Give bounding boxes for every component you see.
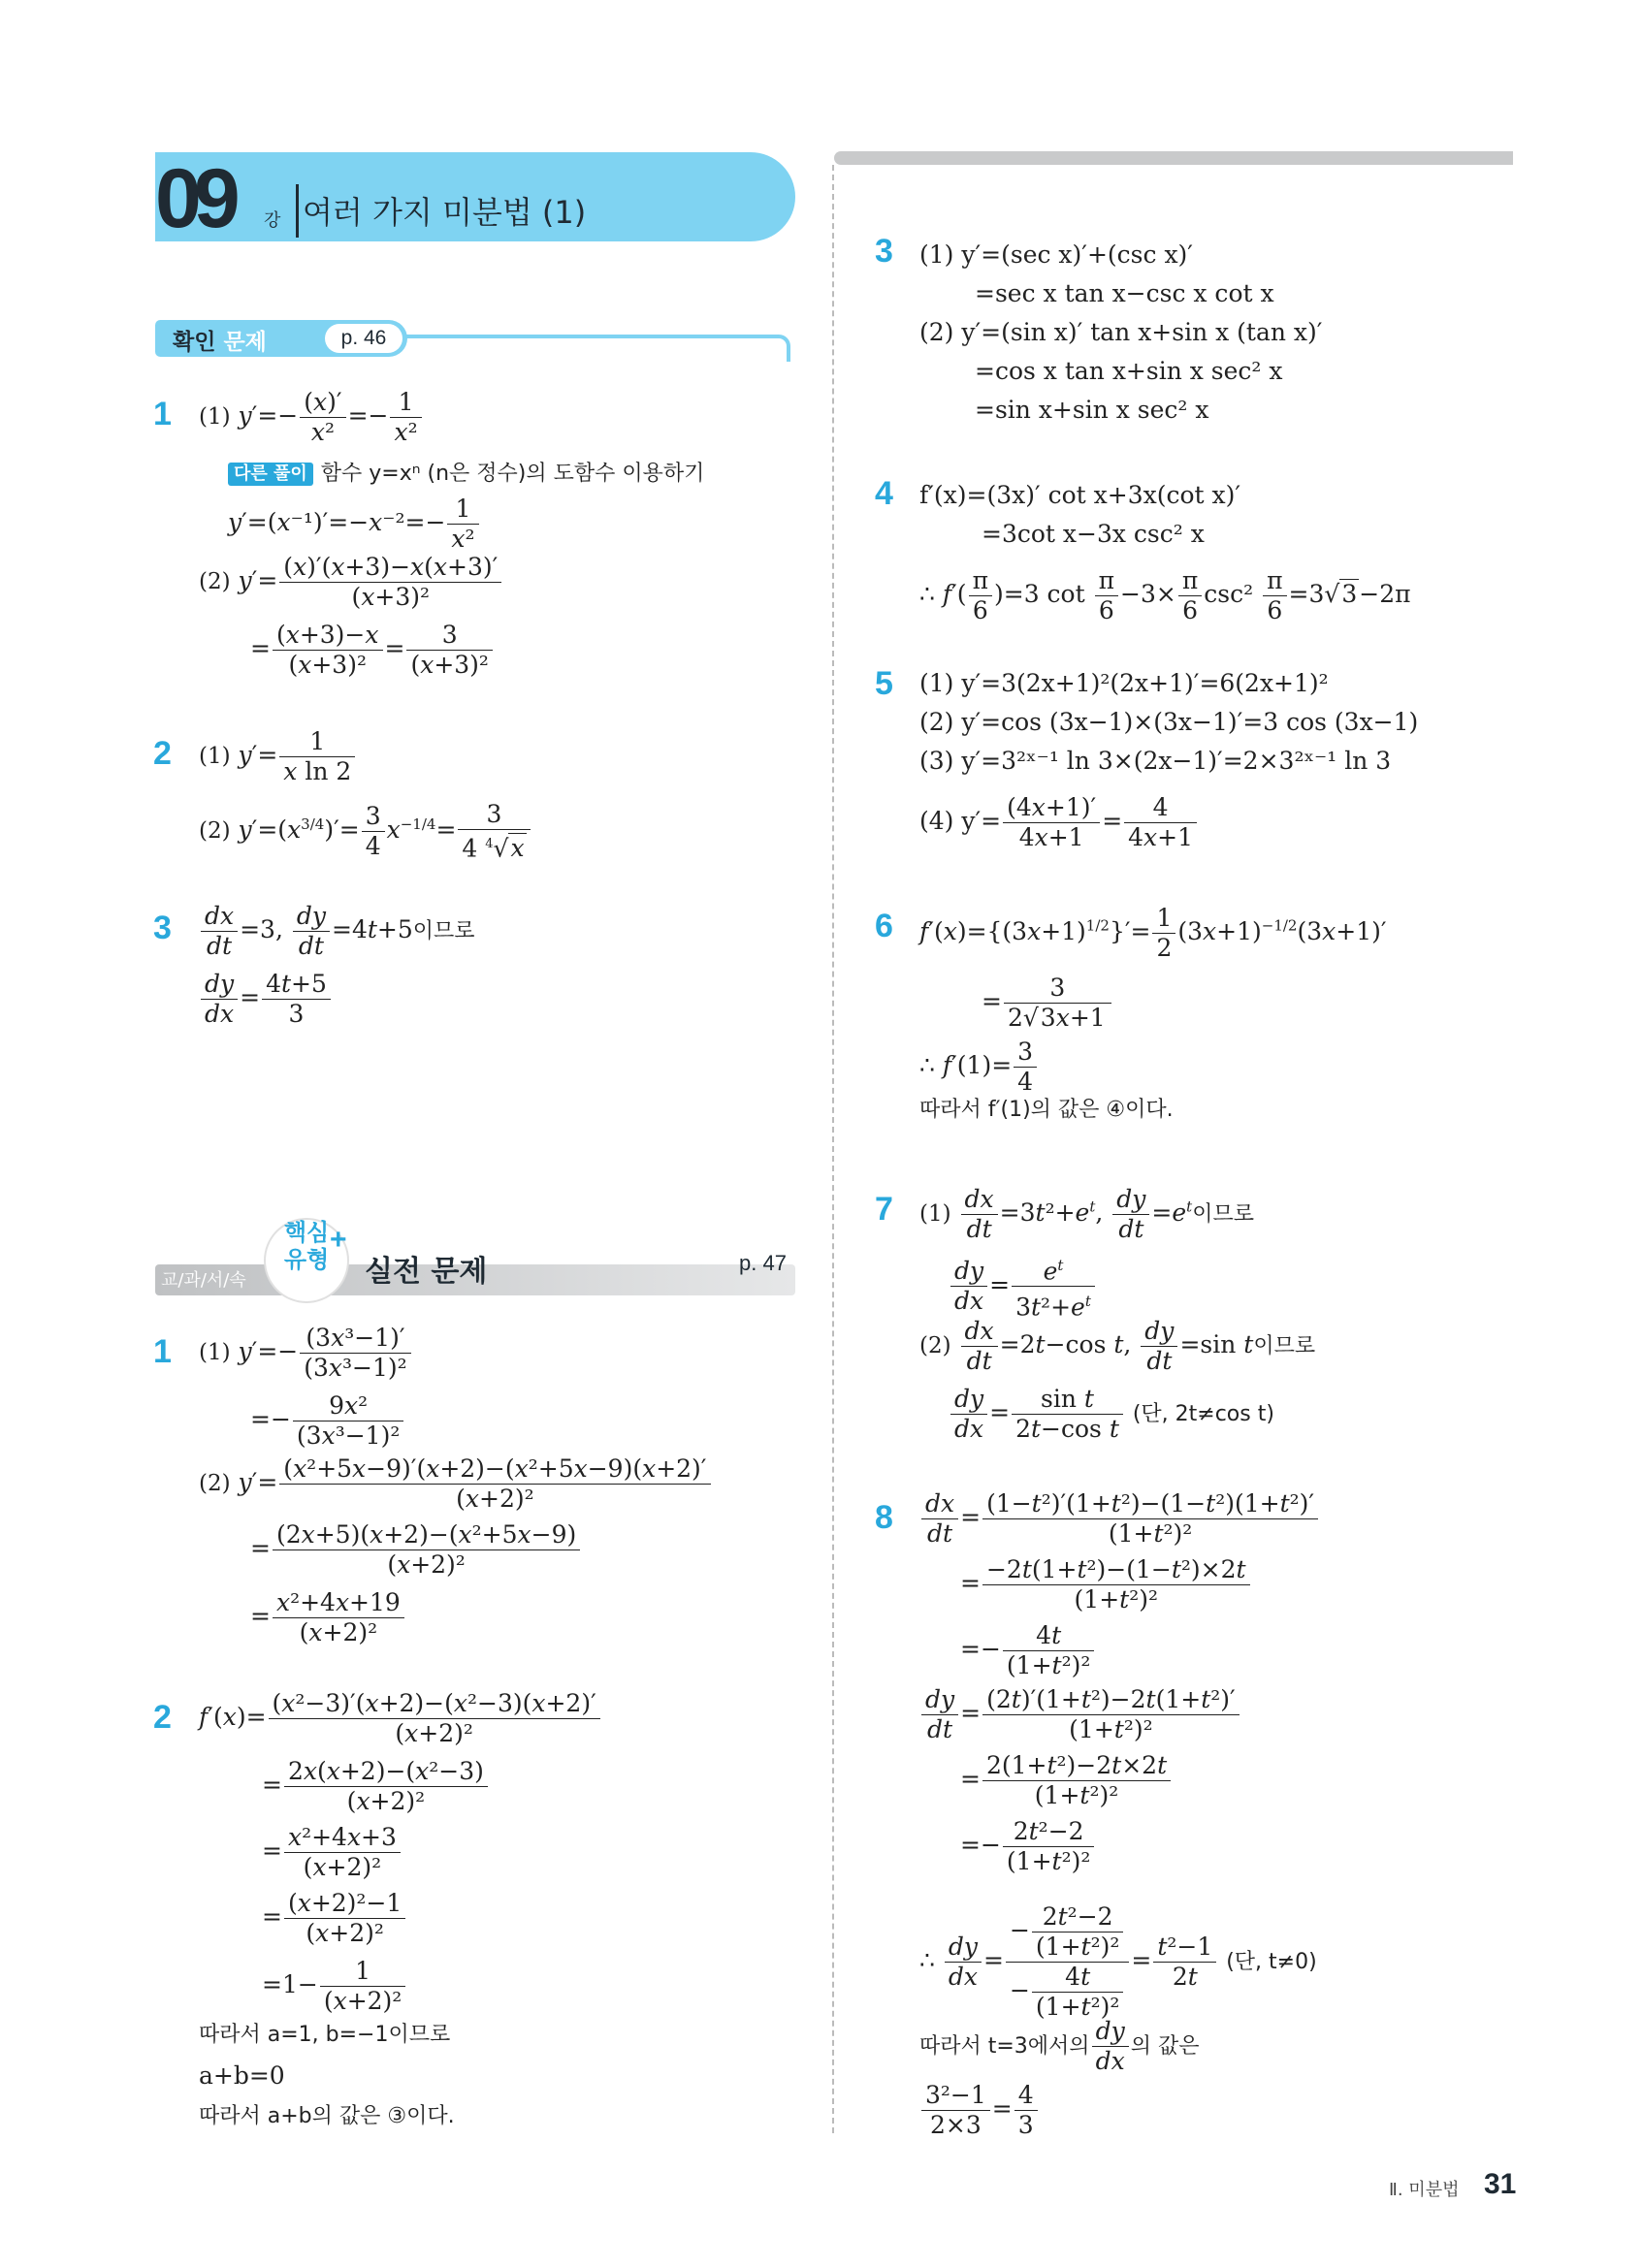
math-line: =cos x tan x+sin x sec² x: [975, 357, 1283, 385]
math-line: (2) y′= $\frac{\text{(x²+5x−9)′(x+2)−(x²+5x−9)(x+2)′}}{\text{(x+2)²}}$: [199, 1454, 713, 1514]
problem-number: 2: [153, 735, 172, 772]
math-line: = $\frac{\text{(x+2)²−1}}{\text{(x+2)²}}$: [262, 1889, 407, 1948]
math-line: (1) y′=3(2x+1)²(2x+1)′=6(2x+1)²: [919, 669, 1329, 697]
math-line: = $\frac{3}{2√3x+1}$: [982, 974, 1113, 1033]
problem-number: 7: [875, 1191, 893, 1228]
math-line: (2) y′=(sin x)′ tan x+sin x (tan x)′: [919, 318, 1323, 346]
math-line: (4) y′= $\frac{(4x+1)'}{4x+1}$ = $\frac{4}{4x+1}$: [919, 793, 1199, 852]
column-divider: [832, 165, 834, 2133]
section1-label: 확인 문제: [173, 330, 267, 355]
math-line: f′(x)= $\frac{\text{(x²−3)′(x+2)−(x²−3)(x+2)′}}{\text{(x+2)²}}$: [199, 1689, 602, 1748]
problem-number: 1: [153, 396, 172, 432]
header-divider: [296, 184, 299, 238]
math-line: (2) $\frac{dx}{dt}$ =2t−cos t, $\frac{dy}{dt}$ =sin t이므로: [919, 1317, 1316, 1375]
math-line: =− $\frac{\text{2t²−2}}{\text{(1+t²)²}}$: [960, 1817, 1096, 1876]
problem-number: 1: [153, 1333, 172, 1370]
math-line: ∴ f′(1)= $\frac{3}{4}$: [919, 1038, 1039, 1097]
math-line: $\frac{dy}{dx}$ = $\frac{4t+5}{3}$: [199, 970, 333, 1029]
math-line: (1) y′=(sec x)′+(csc x)′: [919, 240, 1193, 269]
math-line: (3) y′=3²ˣ⁻¹ ln 3×(2x−1)′=2×3²ˣ⁻¹ ln 3: [919, 747, 1392, 775]
math-line: =3cot x−3x csc² x: [982, 520, 1205, 548]
problem-number: 4: [875, 475, 893, 512]
section2-page: p. 47: [739, 1251, 787, 1275]
math-line: = $\frac{\text{2x(x+2)−(x²−3)}}{\text{(x+2)²}}$: [262, 1757, 490, 1816]
alt-solution-line: 다른 풀이 함수 y=xⁿ (n은 정수)의 도함수 이용하기: [228, 456, 704, 491]
section2-small-label: 교/과/서/속: [161, 1270, 246, 1291]
problem-number: 3: [153, 910, 172, 946]
footer-section: Ⅱ. 미분법: [1389, 2180, 1460, 2200]
page-number: 31: [1484, 2168, 1517, 2200]
math-line: f′(x)=(3x)′ cot x+3x(cot x)′: [919, 481, 1241, 509]
plus-icon: +: [330, 1224, 347, 1256]
math-line: = $\frac{(x+3)-x}{\text{(x+3)²}}$ = $\frac{3}{\text{(x+3)²}}$: [250, 621, 495, 680]
section2-title: 실전 문제: [365, 1255, 488, 1289]
math-line: $\frac{dy}{dt}$ = $\frac{\text{(2t)′(1+t²)−2t(1+t²)′}}{\text{(1+t²)²}}$: [919, 1685, 1241, 1744]
problem-number: 6: [875, 908, 893, 944]
math-line: = $\frac{\text{x²+4x+3}}{\text{(x+2)²}}$: [262, 1823, 402, 1882]
lesson-number: 09: [155, 152, 233, 245]
math-line: ∴ f′( $\frac{\pi}{6}$ )=3 cot $\frac{\pi}{6}$ −3× $\frac{\pi}{6}$ csc² $\frac{\pi}{6}$ =3√3−2π: [919, 566, 1411, 624]
problem-number: 5: [875, 665, 893, 702]
math-line: (1) y′=− $\frac{(x)'}{\text{x²}}$ =− $\frac{1}{\text{x²}}$: [199, 388, 424, 447]
lesson-suffix: 강: [264, 210, 281, 231]
problem-number: 3: [875, 233, 893, 270]
math-line: ∴ $\frac{dy}{dx}$ = − $\frac{\text{2t²−2}}{\text{(1+t²)²}}$ − $\frac{4t}{\text{(1+t²)²}}$ = $\frac{\text{t²−1}}{2t}$ (단, t≠0): [919, 1902, 1317, 2021]
math-line: (2) $y'=(x^{3/4})'=$ $\frac{3}{4}$ $x^{-1/4}=$ $\frac{3}{4 ^4√x}$: [199, 800, 532, 863]
math-line: (1) $\frac{dx}{dt}$ $=3t^2+e^t$, $\frac{dy}{dt}$ $=e^t$이므로: [919, 1185, 1254, 1243]
math-line: y′=(x⁻¹)′=−x⁻²=− $\frac{1}{\text{x²}}$: [228, 495, 481, 554]
math-line: 따라서 t=3에서의 $\frac{dy}{dx}$ 의 값은: [919, 2017, 1200, 2075]
math-line: = $\frac{\text{x²+4x+19}}{\text{(x+2)²}}$: [250, 1588, 406, 1647]
math-line: $\frac{dy}{dx}$ = $\frac{e^t}{3t^2+e^t}$: [949, 1251, 1097, 1323]
math-line: = $\frac{\text{2(1+t²)−2t×2t}}{\text{(1+t²)²}}$: [960, 1751, 1173, 1810]
math-line: (2) y′=cos (3x−1)×(3x−1)′=3 cos (3x−1): [919, 708, 1419, 736]
math-line: = $\frac{\text{(2x+5)(x+2)−(x²+5x−9)}}{\text{(x+2)²}}$: [250, 1520, 582, 1580]
math-line: =− $\frac{\text{9x²}}{\text{(3x³−1)²}}$: [250, 1391, 405, 1451]
math-line: =1− $\frac{1}{\text{(x+2)²}}$: [262, 1957, 407, 2016]
problem-number: 2: [153, 1699, 172, 1736]
section1-underline: [388, 335, 790, 362]
lesson-title: 여러 가지 미분법 (1): [303, 194, 587, 231]
problem-number: 8: [875, 1499, 893, 1536]
math-line: $\frac{dx}{dt}$ =3, $\frac{dy}{dt}$ =4t+5이므로: [199, 902, 475, 961]
section1-page: p. 46: [325, 324, 402, 353]
math-line: =− $\frac{4t}{\text{(1+t²)²}}$: [960, 1621, 1096, 1680]
math-line: (1) y′= $\frac{1}{\text{x ln 2}}$: [199, 727, 357, 786]
math-line: =sin x+sin x sec² x: [975, 396, 1209, 424]
text-line: 따라서 f′(1)의 값은 ④이다.: [919, 1098, 1174, 1122]
math-line: $\frac{dy}{dx}$ = $\frac{\text{sin t}}{\text{2t−cos t}}$ (단, 2t≠cos t): [949, 1385, 1274, 1444]
right-column-top-bar: [834, 151, 1513, 165]
math-line: =sec x tan x−csc x cot x: [975, 279, 1274, 307]
section2-core-label: 핵심 유형: [283, 1219, 330, 1273]
math-line: = $\frac{\text{−2t(1+t²)−(1−t²)×2t}}{\text{(1+t²)²}}$: [960, 1555, 1252, 1614]
math-line: a+b=0: [199, 2061, 285, 2090]
math-line: $\frac{\text{3²−1}}{2\times 3}$ = $\frac{4}{3}$: [919, 2081, 1040, 2140]
text-line: 따라서 a=1, b=−1이므로: [199, 2023, 451, 2047]
text-line: 따라서 a+b의 값은 ③이다.: [199, 2104, 455, 2128]
math-line: (2) y′= $\frac{(x)'(x+3)-x(x+3)'}{\text{(x+3)²}}$: [199, 553, 503, 612]
math-line: $\frac{dx}{dt}$ = $\frac{\text{(1−t²)′(1+t²)−(1−t²)(1+t²)′}}{\text{(1+t²)²}}$: [919, 1489, 1320, 1549]
math-line: (1) y′=− $\frac{\text{(3x³−1)′}}{\text{(3x³−1)²}}$: [199, 1324, 413, 1383]
math-line: $f'(x)=\{(3x+1)^{1/2}\}'=$ $\frac{1}{2}$ $(3x+1)^{-1/2}(3x+1)'$: [919, 904, 1387, 962]
alt-solution-badge: 다른 풀이: [228, 463, 313, 486]
